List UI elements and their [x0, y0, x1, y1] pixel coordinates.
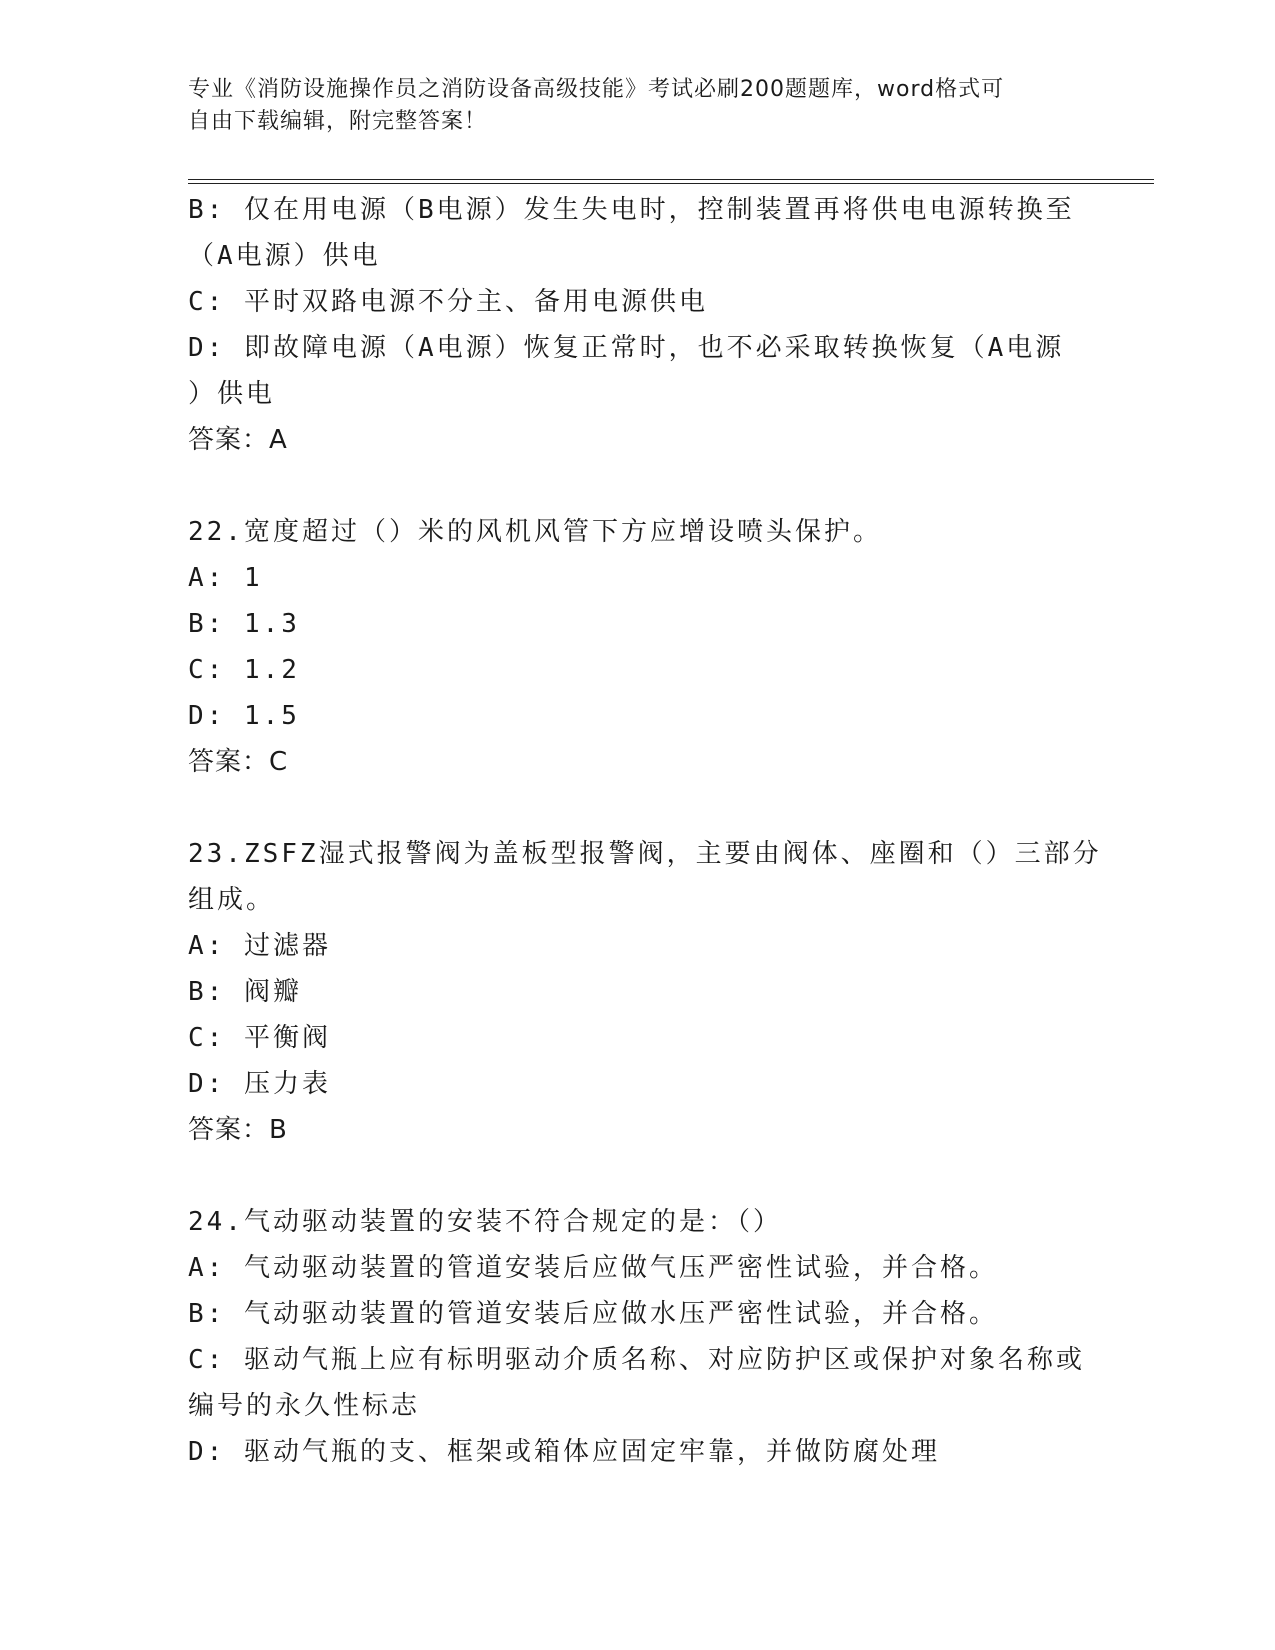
option-c: C: 驱动气瓶上应有标明驱动介质名称、对应防护区或保护对象名称或 [188, 1345, 1085, 1375]
header-line-1: 专业《消防设施操作员之消防设备高级技能》考试必刷200题题库，word格式可 [188, 77, 1005, 102]
option-a: A: 气动驱动装置的管道安装后应做气压严密性试验，并合格。 [188, 1253, 998, 1283]
question-23 [188, 831, 1102, 1153]
answer-label: 答案：A [188, 425, 288, 455]
option-c: C: 平时双路电源不分主、备用电源供电 [188, 287, 708, 317]
option-a: A: 过滤器 [188, 931, 331, 961]
option-d: D: 压力表 [188, 1069, 331, 1099]
question-22 [188, 509, 1088, 785]
question-stem: 22.宽度超过（）米的风机风管下方应增设喷头保护。 [188, 517, 882, 547]
spacer [188, 463, 1088, 509]
option-d: D: 即故障电源（A电源）恢复正常时，也不必采取转换恢复（A电源 [188, 333, 1065, 363]
document-header [188, 74, 1068, 138]
option-b: B: 1.3 [188, 609, 300, 639]
option-b: B: 气动驱动装置的管道安装后应做水压严密性试验，并合格。 [188, 1299, 998, 1329]
question-stem-continued: 组成。 [188, 885, 276, 915]
option-b: B: 仅在用电源（B电源）发生失电时，控制装置再将供电电源转换至 [188, 195, 1075, 225]
option-a: A: 1 [188, 563, 263, 593]
option-c-continued: 编号的永久性标志 [188, 1391, 421, 1421]
question-21-tail [188, 187, 1088, 463]
option-d: D: 1.5 [188, 701, 300, 731]
header-line-2: 自由下载编辑，附完整答案！ [188, 109, 488, 134]
option-b-continued: （A电源）供电 [188, 241, 381, 271]
option-d: D: 驱动气瓶的支、框架或箱体应固定牢靠，并做防腐处理 [188, 1437, 940, 1467]
question-content [188, 187, 1102, 1475]
question-stem: 23.ZSFZ湿式报警阀为盖板型报警阀，主要由阀体、座圈和（）三部分 [188, 839, 1102, 869]
header-divider [188, 179, 1154, 184]
question-24 [188, 1199, 1088, 1475]
question-stem: 24.气动驱动装置的安装不符合规定的是：（） [188, 1207, 782, 1237]
option-d-continued: ）供电 [188, 379, 276, 409]
option-c: C: 平衡阀 [188, 1023, 331, 1053]
answer-label: 答案：B [188, 1115, 288, 1145]
spacer [188, 1153, 1088, 1199]
option-c: C: 1.2 [188, 655, 300, 685]
spacer [188, 785, 1088, 831]
option-b: B: 阀瓣 [188, 977, 302, 1007]
answer-label: 答案：C [188, 747, 289, 777]
